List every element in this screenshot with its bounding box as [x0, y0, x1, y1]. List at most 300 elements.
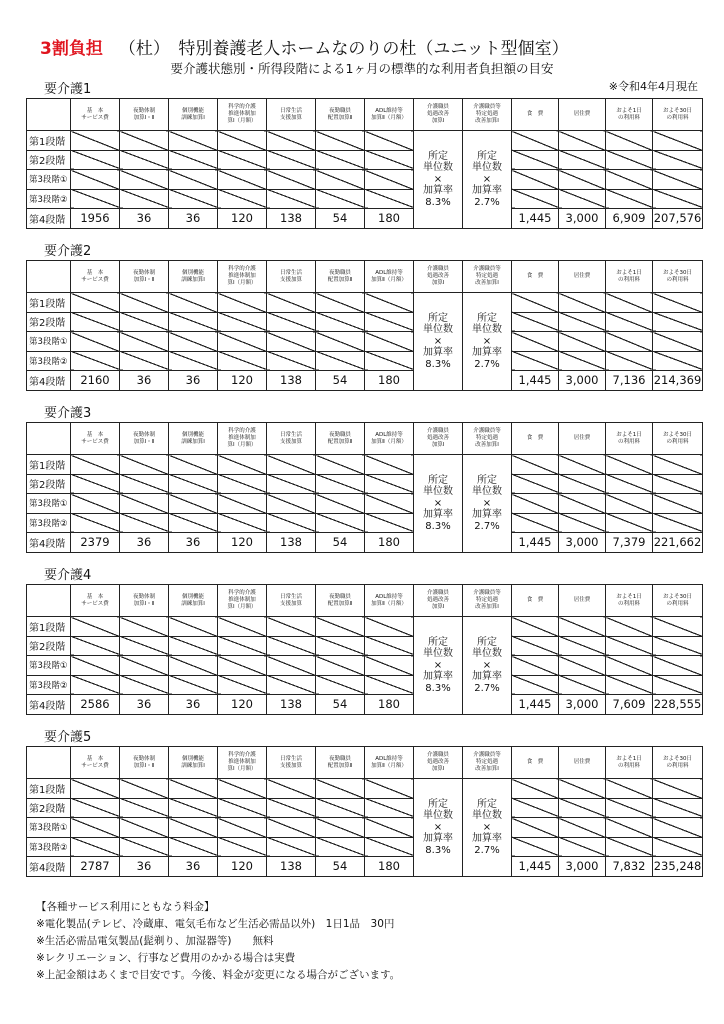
note-item: ※生活必需品電気製品(髭剃り、加湿器等) 無料: [36, 935, 274, 947]
not-applicable-cell: [559, 818, 606, 838]
fee-cell-food: 1,445: [512, 695, 559, 715]
not-applicable-cell: [606, 675, 653, 695]
fee-cell-monthly: 207,576: [653, 209, 703, 229]
treatment-improvement-rate: 所定 単位数 × 加算率 8.3%: [414, 455, 463, 553]
not-applicable-cell: [120, 189, 169, 209]
table-row: [27, 455, 703, 475]
not-applicable-cell: [218, 675, 267, 695]
not-applicable-cell: [218, 818, 267, 838]
table-row: [27, 636, 703, 656]
not-applicable-cell: [71, 293, 120, 313]
not-applicable-cell: [218, 474, 267, 494]
not-applicable-cell: [316, 798, 365, 818]
not-applicable-cell: [559, 189, 606, 209]
table-row: [27, 351, 703, 371]
income-level-label: 第3段階①: [27, 494, 71, 514]
not-applicable-cell: [267, 656, 316, 676]
treatment-improvement-rate: 所定 単位数 × 加算率 8.3%: [414, 779, 463, 877]
corner-cell: [27, 99, 71, 131]
not-applicable-cell: [606, 150, 653, 170]
not-applicable-cell: [169, 170, 218, 190]
not-applicable-cell: [169, 779, 218, 799]
not-applicable-cell: [365, 494, 414, 514]
column-header: 食 費: [512, 585, 559, 617]
income-level-label: 第4段階: [27, 533, 71, 553]
not-applicable-cell: [267, 351, 316, 371]
not-applicable-cell: [169, 513, 218, 533]
fee-cell-monthly: 214,369: [653, 371, 703, 391]
header-row: [27, 747, 703, 779]
fee-cell-nichijo: 138: [267, 209, 316, 229]
not-applicable-cell: [559, 636, 606, 656]
not-applicable-cell: [218, 455, 267, 475]
not-applicable-cell: [606, 474, 653, 494]
column-header: 個別機能 訓練加算Ⅰ: [169, 261, 218, 293]
table-row: [27, 332, 703, 352]
fee-cell-yakinshokuin: 54: [316, 857, 365, 877]
not-applicable-cell: [218, 513, 267, 533]
not-applicable-cell: [218, 150, 267, 170]
fee-cell-food: 1,445: [512, 209, 559, 229]
column-header: 個別機能 訓練加算Ⅰ: [169, 99, 218, 131]
corner-cell: [27, 747, 71, 779]
not-applicable-cell: [267, 636, 316, 656]
not-applicable-cell: [120, 170, 169, 190]
not-applicable-cell: [267, 798, 316, 818]
not-applicable-cell: [653, 332, 703, 352]
fee-cell-kobetsu: 36: [169, 533, 218, 553]
column-header: およそ1日 の利用料: [606, 99, 653, 131]
not-applicable-cell: [653, 494, 703, 514]
not-applicable-cell: [653, 798, 703, 818]
not-applicable-cell: [267, 189, 316, 209]
care-level-label: 要介護4: [44, 568, 92, 583]
not-applicable-cell: [365, 131, 414, 151]
column-header: およそ30日 の利用料: [653, 747, 703, 779]
not-applicable-cell: [169, 293, 218, 313]
not-applicable-cell: [218, 837, 267, 857]
column-header: 食 費: [512, 747, 559, 779]
column-header: 夜勤体制 加算Ⅰ・Ⅱ: [120, 423, 169, 455]
table-row: [27, 474, 703, 494]
not-applicable-cell: [267, 293, 316, 313]
not-applicable-cell: [606, 332, 653, 352]
not-applicable-cell: [512, 170, 559, 190]
income-level-label: 第2段階: [27, 150, 71, 170]
not-applicable-cell: [71, 818, 120, 838]
not-applicable-cell: [218, 494, 267, 514]
not-applicable-cell: [71, 675, 120, 695]
not-applicable-cell: [120, 513, 169, 533]
corner-cell: [27, 585, 71, 617]
income-level-label: 第3段階②: [27, 837, 71, 857]
column-header: 居住費: [559, 585, 606, 617]
not-applicable-cell: [218, 332, 267, 352]
fee-table: [26, 98, 703, 229]
not-applicable-cell: [120, 494, 169, 514]
header-row: [27, 99, 703, 131]
fee-cell-kagaku: 120: [218, 857, 267, 877]
not-applicable-cell: [267, 513, 316, 533]
fee-cell-adl: 180: [365, 857, 414, 877]
not-applicable-cell: [71, 494, 120, 514]
care-level-section: [26, 82, 702, 229]
table-row: [27, 209, 703, 229]
not-applicable-cell: [169, 150, 218, 170]
not-applicable-cell: [653, 818, 703, 838]
not-applicable-cell: [606, 818, 653, 838]
fee-cell-yakin: 36: [120, 371, 169, 391]
not-applicable-cell: [218, 312, 267, 332]
not-applicable-cell: [218, 636, 267, 656]
column-header: 食 費: [512, 261, 559, 293]
column-header: 居住費: [559, 423, 606, 455]
not-applicable-cell: [71, 779, 120, 799]
column-header: 介護職員 処遇改善 加算Ⅰ: [414, 423, 463, 455]
not-applicable-cell: [606, 636, 653, 656]
not-applicable-cell: [606, 293, 653, 313]
table-row: [27, 798, 703, 818]
fee-cell-kobetsu: 36: [169, 857, 218, 877]
not-applicable-cell: [559, 332, 606, 352]
not-applicable-cell: [365, 455, 414, 475]
not-applicable-cell: [71, 312, 120, 332]
not-applicable-cell: [606, 455, 653, 475]
not-applicable-cell: [559, 779, 606, 799]
not-applicable-cell: [606, 170, 653, 190]
not-applicable-cell: [169, 818, 218, 838]
column-header: 介護職員等 特定処遇 改善加算Ⅰ: [463, 747, 512, 779]
column-header: およそ1日 の利用料: [606, 747, 653, 779]
not-applicable-cell: [120, 293, 169, 313]
not-applicable-cell: [267, 474, 316, 494]
not-applicable-cell: [653, 170, 703, 190]
not-applicable-cell: [559, 675, 606, 695]
not-applicable-cell: [559, 150, 606, 170]
not-applicable-cell: [365, 332, 414, 352]
fee-table: [26, 422, 703, 553]
column-header: 基 本 サービス費: [71, 747, 120, 779]
column-header: 科学的介護 推進体制加 算Ⅰ（月額）: [218, 99, 267, 131]
column-header: 夜勤体制 加算Ⅰ・Ⅱ: [120, 747, 169, 779]
notes-heading: 【各種サービス利用にともなう料金】: [36, 901, 215, 913]
fee-table: [26, 584, 703, 715]
not-applicable-cell: [653, 675, 703, 695]
not-applicable-cell: [559, 837, 606, 857]
not-applicable-cell: [512, 312, 559, 332]
column-header: 科学的介護 推進体制加 算Ⅰ（月額）: [218, 747, 267, 779]
not-applicable-cell: [365, 798, 414, 818]
not-applicable-cell: [169, 312, 218, 332]
not-applicable-cell: [653, 617, 703, 637]
table-row: [27, 494, 703, 514]
fee-cell-daily: 7,136: [606, 371, 653, 391]
not-applicable-cell: [316, 293, 365, 313]
fee-cell-room: 3,000: [559, 695, 606, 715]
column-header: およそ30日 の利用料: [653, 423, 703, 455]
care-level-label: 要介護3: [44, 406, 92, 421]
not-applicable-cell: [267, 675, 316, 695]
column-header: およそ1日 の利用料: [606, 585, 653, 617]
not-applicable-cell: [365, 837, 414, 857]
not-applicable-cell: [71, 150, 120, 170]
fee-cell-daily: 6,909: [606, 209, 653, 229]
not-applicable-cell: [365, 293, 414, 313]
column-header: およそ30日 の利用料: [653, 585, 703, 617]
not-applicable-cell: [316, 656, 365, 676]
not-applicable-cell: [120, 351, 169, 371]
not-applicable-cell: [267, 779, 316, 799]
not-applicable-cell: [267, 455, 316, 475]
income-level-label: 第2段階: [27, 474, 71, 494]
not-applicable-cell: [365, 617, 414, 637]
not-applicable-cell: [559, 474, 606, 494]
not-applicable-cell: [653, 636, 703, 656]
not-applicable-cell: [218, 617, 267, 637]
table-row: [27, 617, 703, 637]
not-applicable-cell: [512, 474, 559, 494]
not-applicable-cell: [267, 837, 316, 857]
not-applicable-cell: [316, 779, 365, 799]
not-applicable-cell: [653, 837, 703, 857]
table-row: [27, 170, 703, 190]
table-row: [27, 675, 703, 695]
table-row: [27, 189, 703, 209]
fee-cell-kobetsu: 36: [169, 209, 218, 229]
not-applicable-cell: [559, 798, 606, 818]
column-header: ADL維持等 加算Ⅱ（月額）: [365, 261, 414, 293]
not-applicable-cell: [120, 332, 169, 352]
not-applicable-cell: [316, 636, 365, 656]
not-applicable-cell: [316, 131, 365, 151]
column-header: 介護職員等 特定処遇 改善加算Ⅰ: [463, 423, 512, 455]
table-row: [27, 513, 703, 533]
treatment-improvement-rate: 所定 単位数 × 加算率 8.3%: [414, 293, 463, 391]
not-applicable-cell: [365, 474, 414, 494]
income-level-label: 第3段階②: [27, 675, 71, 695]
note-item: ※レクリエーション、行事など費用のかかる場合は実費: [36, 952, 296, 964]
column-header: 居住費: [559, 99, 606, 131]
not-applicable-cell: [218, 189, 267, 209]
income-level-label: 第3段階②: [27, 189, 71, 209]
not-applicable-cell: [316, 312, 365, 332]
fee-cell-basic: 2379: [71, 533, 120, 553]
not-applicable-cell: [653, 351, 703, 371]
not-applicable-cell: [559, 293, 606, 313]
column-header: 介護職員 処遇改善 加算Ⅰ: [414, 747, 463, 779]
column-header: ADL維持等 加算Ⅱ（月額）: [365, 747, 414, 779]
not-applicable-cell: [365, 675, 414, 695]
not-applicable-cell: [218, 351, 267, 371]
not-applicable-cell: [653, 131, 703, 151]
table-row: [27, 695, 703, 715]
not-applicable-cell: [512, 818, 559, 838]
not-applicable-cell: [71, 798, 120, 818]
column-header: 介護職員等 特定処遇 改善加算Ⅰ: [463, 99, 512, 131]
not-applicable-cell: [559, 513, 606, 533]
not-applicable-cell: [316, 675, 365, 695]
table-row: [27, 131, 703, 151]
column-header: 日常生活 支援加算: [267, 261, 316, 293]
income-level-label: 第3段階②: [27, 351, 71, 371]
table-row: [27, 837, 703, 857]
not-applicable-cell: [120, 837, 169, 857]
column-header: 日常生活 支援加算: [267, 99, 316, 131]
table-row: [27, 150, 703, 170]
not-applicable-cell: [120, 617, 169, 637]
fee-cell-yakin: 36: [120, 857, 169, 877]
fee-cell-adl: 180: [365, 371, 414, 391]
income-level-label: 第1段階: [27, 293, 71, 313]
column-header: 介護職員 処遇改善 加算Ⅰ: [414, 261, 463, 293]
fee-cell-room: 3,000: [559, 533, 606, 553]
column-header: 介護職員等 特定処遇 改善加算Ⅰ: [463, 585, 512, 617]
not-applicable-cell: [267, 818, 316, 838]
treatment-improvement-rate: 所定 単位数 × 加算率 8.3%: [414, 617, 463, 715]
document-subtitle: 要介護状態別・所得段階による1ヶ月の標準的な利用者負担額の目安: [170, 61, 554, 76]
not-applicable-cell: [71, 617, 120, 637]
fee-cell-daily: 7,832: [606, 857, 653, 877]
not-applicable-cell: [512, 798, 559, 818]
fee-cell-daily: 7,379: [606, 533, 653, 553]
facility-title: （杜） 特別養護老人ホームなのりの杜（ユニット型個室）: [118, 39, 569, 59]
fee-cell-yakinshokuin: 54: [316, 695, 365, 715]
column-header: 介護職員等 特定処遇 改善加算Ⅰ: [463, 261, 512, 293]
fee-cell-basic: 2586: [71, 695, 120, 715]
not-applicable-cell: [512, 131, 559, 151]
not-applicable-cell: [316, 455, 365, 475]
column-header: およそ30日 の利用料: [653, 261, 703, 293]
not-applicable-cell: [267, 332, 316, 352]
not-applicable-cell: [267, 131, 316, 151]
not-applicable-cell: [169, 189, 218, 209]
fee-cell-kagaku: 120: [218, 533, 267, 553]
fee-cell-yakin: 36: [120, 533, 169, 553]
income-level-label: 第3段階①: [27, 170, 71, 190]
column-header: 夜勤職員 配置加算Ⅱ: [316, 585, 365, 617]
not-applicable-cell: [71, 474, 120, 494]
not-applicable-cell: [71, 332, 120, 352]
column-header: およそ30日 の利用料: [653, 99, 703, 131]
specific-treatment-rate: 所定 単位数 × 加算率 2.7%: [463, 779, 512, 877]
not-applicable-cell: [316, 474, 365, 494]
care-level-section: [26, 244, 702, 391]
column-header: 基 本 サービス費: [71, 261, 120, 293]
not-applicable-cell: [559, 455, 606, 475]
column-header: 基 本 サービス費: [71, 585, 120, 617]
table-row: [27, 293, 703, 313]
note-item: ※上記金額はあくまで目安です。今後、料金が変更になる場合がございます。: [36, 969, 401, 981]
income-level-label: 第4段階: [27, 695, 71, 715]
specific-treatment-rate: 所定 単位数 × 加算率 2.7%: [463, 131, 512, 229]
fee-cell-kobetsu: 36: [169, 695, 218, 715]
table-row: [27, 371, 703, 391]
note-item: ※電化製品(テレビ、冷蔵庫、電気毛布など生活必需品以外) 1日1品 30円: [36, 918, 395, 930]
not-applicable-cell: [218, 131, 267, 151]
fee-cell-yakin: 36: [120, 209, 169, 229]
notes-block: [36, 899, 400, 984]
not-applicable-cell: [365, 312, 414, 332]
column-header: 基 本 サービス費: [71, 99, 120, 131]
not-applicable-cell: [169, 131, 218, 151]
not-applicable-cell: [316, 494, 365, 514]
not-applicable-cell: [267, 312, 316, 332]
specific-treatment-rate: 所定 単位数 × 加算率 2.7%: [463, 455, 512, 553]
fee-cell-basic: 2160: [71, 371, 120, 391]
not-applicable-cell: [365, 189, 414, 209]
not-applicable-cell: [120, 455, 169, 475]
table-row: [27, 533, 703, 553]
fee-cell-yakin: 36: [120, 695, 169, 715]
not-applicable-cell: [316, 351, 365, 371]
not-applicable-cell: [653, 474, 703, 494]
header-row: [27, 261, 703, 293]
not-applicable-cell: [512, 779, 559, 799]
income-level-label: 第1段階: [27, 779, 71, 799]
table-row: [27, 312, 703, 332]
not-applicable-cell: [169, 474, 218, 494]
not-applicable-cell: [559, 656, 606, 676]
not-applicable-cell: [316, 818, 365, 838]
column-header: 夜勤職員 配置加算Ⅱ: [316, 423, 365, 455]
not-applicable-cell: [512, 617, 559, 637]
not-applicable-cell: [512, 455, 559, 475]
fee-table: [26, 260, 703, 391]
not-applicable-cell: [71, 131, 120, 151]
income-level-label: 第2段階: [27, 312, 71, 332]
not-applicable-cell: [71, 837, 120, 857]
not-applicable-cell: [606, 131, 653, 151]
not-applicable-cell: [512, 293, 559, 313]
not-applicable-cell: [120, 474, 169, 494]
care-level-label: 要介護5: [44, 730, 92, 745]
not-applicable-cell: [512, 656, 559, 676]
corner-cell: [27, 261, 71, 293]
not-applicable-cell: [218, 293, 267, 313]
column-header: ADL維持等 加算Ⅱ（月額）: [365, 585, 414, 617]
column-header: 日常生活 支援加算: [267, 585, 316, 617]
column-header: 介護職員 処遇改善 加算Ⅰ: [414, 585, 463, 617]
fee-cell-room: 3,000: [559, 209, 606, 229]
not-applicable-cell: [653, 293, 703, 313]
not-applicable-cell: [559, 131, 606, 151]
not-applicable-cell: [365, 513, 414, 533]
not-applicable-cell: [169, 332, 218, 352]
not-applicable-cell: [559, 494, 606, 514]
not-applicable-cell: [218, 656, 267, 676]
income-level-label: 第2段階: [27, 636, 71, 656]
table-row: [27, 779, 703, 799]
not-applicable-cell: [71, 351, 120, 371]
not-applicable-cell: [169, 351, 218, 371]
not-applicable-cell: [267, 494, 316, 514]
not-applicable-cell: [316, 150, 365, 170]
fee-cell-basic: 2787: [71, 857, 120, 877]
care-level-label: 要介護1: [44, 82, 92, 97]
table-row: [27, 656, 703, 676]
not-applicable-cell: [512, 189, 559, 209]
not-applicable-cell: [316, 617, 365, 637]
specific-treatment-rate: 所定 単位数 × 加算率 2.7%: [463, 617, 512, 715]
column-header: 科学的介護 推進体制加 算Ⅰ（月額）: [218, 261, 267, 293]
income-level-label: 第4段階: [27, 857, 71, 877]
not-applicable-cell: [653, 189, 703, 209]
not-applicable-cell: [365, 351, 414, 371]
not-applicable-cell: [606, 617, 653, 637]
income-level-label: 第3段階①: [27, 332, 71, 352]
not-applicable-cell: [512, 636, 559, 656]
not-applicable-cell: [169, 798, 218, 818]
